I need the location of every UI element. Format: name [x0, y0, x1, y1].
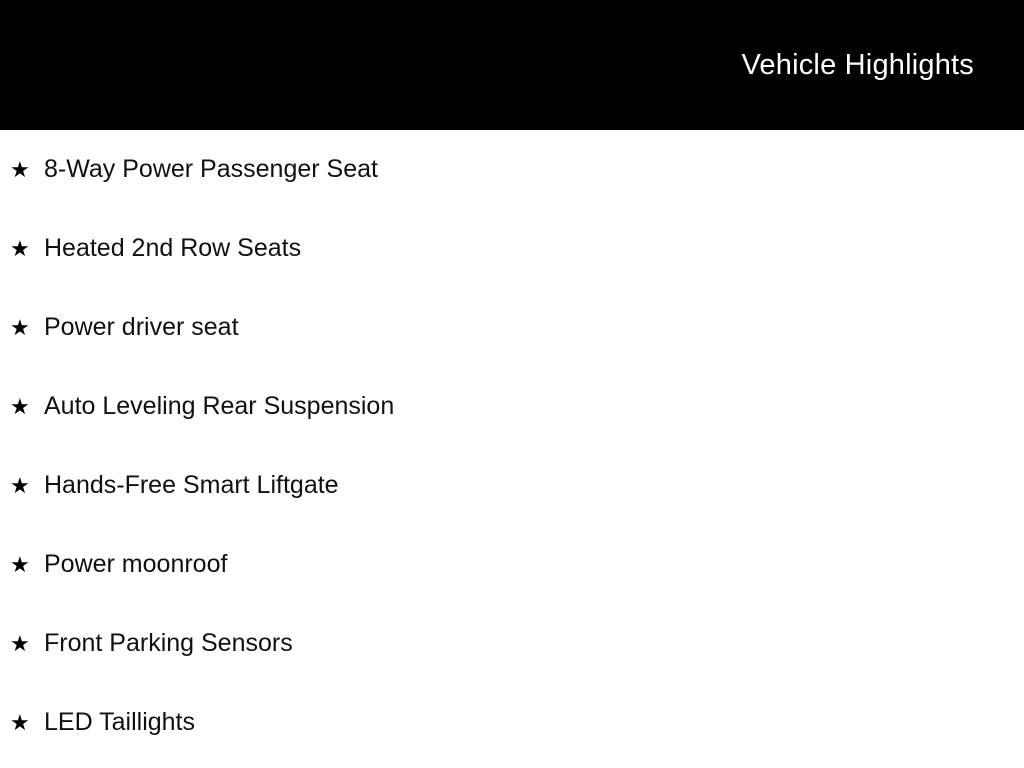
list-item-label: Auto Leveling Rear Suspension — [44, 392, 395, 420]
list-item — [0, 367, 1024, 446]
list-item — [0, 446, 1024, 525]
list-item — [0, 288, 1024, 367]
star-icon: ★ — [10, 235, 30, 261]
list-item — [0, 604, 1024, 683]
star-icon: ★ — [10, 393, 30, 419]
list-item — [0, 130, 1024, 209]
page-title: Vehicle Highlights — [741, 48, 974, 81]
list-item-label: Power driver seat — [44, 313, 239, 341]
star-icon: ★ — [10, 630, 30, 656]
star-icon: ★ — [10, 472, 30, 498]
star-icon: ★ — [10, 156, 30, 182]
star-icon: ★ — [10, 314, 30, 340]
list-item-label: Power moonroof — [44, 550, 228, 578]
star-icon: ★ — [10, 709, 30, 735]
list-item-label: Hands-Free Smart Liftgate — [44, 471, 339, 499]
list-item-label: LED Taillights — [44, 708, 196, 736]
list-item — [0, 683, 1024, 762]
list-item-label: Front Parking Sensors — [44, 629, 293, 657]
list-item-label: 8-Way Power Passenger Seat — [44, 155, 378, 183]
vehicle-highlights-list — [0, 130, 1024, 762]
list-item — [0, 525, 1024, 604]
header-bar — [0, 0, 1024, 130]
star-icon: ★ — [10, 551, 30, 577]
list-item-label: Heated 2nd Row Seats — [44, 234, 302, 262]
list-item — [0, 209, 1024, 288]
